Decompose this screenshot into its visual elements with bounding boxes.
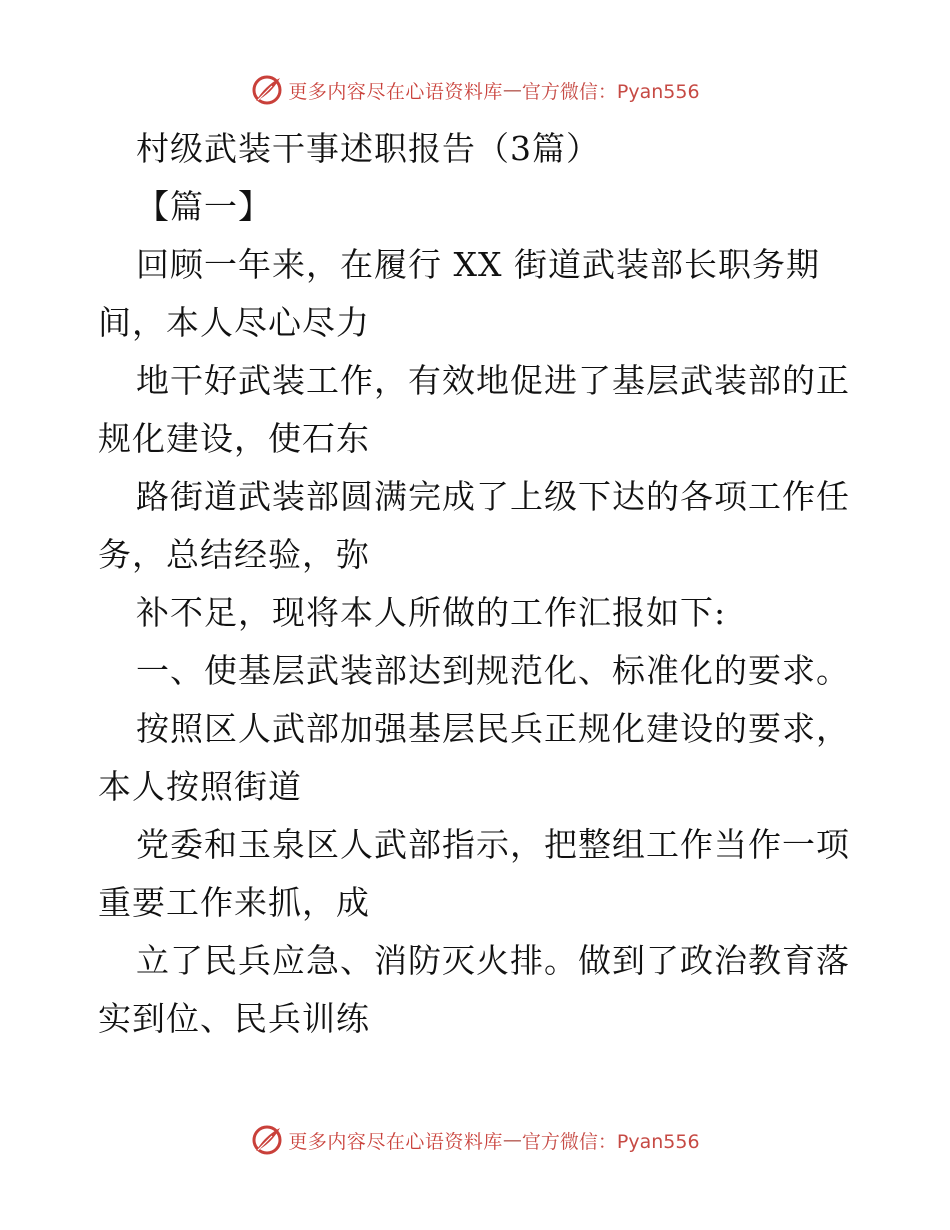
- paragraph-line: 补不足，现将本人所做的工作汇报如下:: [136, 593, 727, 632]
- paragraph-line: 重要工作来抓，成: [98, 883, 370, 922]
- footer-watermark: [0, 1120, 950, 1160]
- watermark-contact-text: 官方微信：Pyan556: [521, 80, 700, 103]
- paragraph-line: 规化建设，使石东: [98, 419, 370, 458]
- watermark-brand-text: 更多内容尽在心语资料库: [288, 80, 503, 103]
- paragraph-line: 本人按照街道: [98, 767, 302, 806]
- section-label: 【篇一】: [136, 187, 272, 226]
- document-body: [98, 120, 858, 1048]
- paragraph-line: 路街道武装部圆满完成了上级下达的各项工作任: [136, 477, 850, 516]
- watermark-brand-text: 更多内容尽在心语资料库: [288, 1130, 503, 1153]
- feather-circle-logo-icon: [250, 73, 284, 107]
- watermark-separator: —: [502, 79, 522, 101]
- watermark-contact-text: 官方微信：Pyan556: [521, 1130, 700, 1153]
- paragraph-line: 间，本人尽心尽力: [98, 303, 370, 342]
- paragraph-line: 实到位、民兵训练: [98, 999, 370, 1038]
- feather-circle-logo-icon: [250, 1123, 284, 1157]
- header-watermark: [0, 70, 950, 110]
- paragraph-line: 回顾一年来，在履行 XX 街道武装部长职务期: [136, 245, 820, 284]
- paragraph-line: 务，总结经验，弥: [98, 535, 370, 574]
- section-heading-line: 一、使基层武装部达到规范化、标准化的要求。: [136, 651, 850, 690]
- paragraph-line: 地干好武装工作，有效地促进了基层武装部的正: [136, 361, 850, 400]
- paragraph-line: 按照区人武部加强基层民兵正规化建设的要求，: [136, 709, 850, 748]
- paragraph-line: 立了民兵应急、消防灭火排。做到了政治教育落: [136, 941, 850, 980]
- document-title: 村级武装干事述职报告（3篇）: [136, 129, 600, 168]
- watermark-separator: —: [502, 1129, 522, 1151]
- paragraph-line: 党委和玉泉区人武部指示，把整组工作当作一项: [136, 825, 850, 864]
